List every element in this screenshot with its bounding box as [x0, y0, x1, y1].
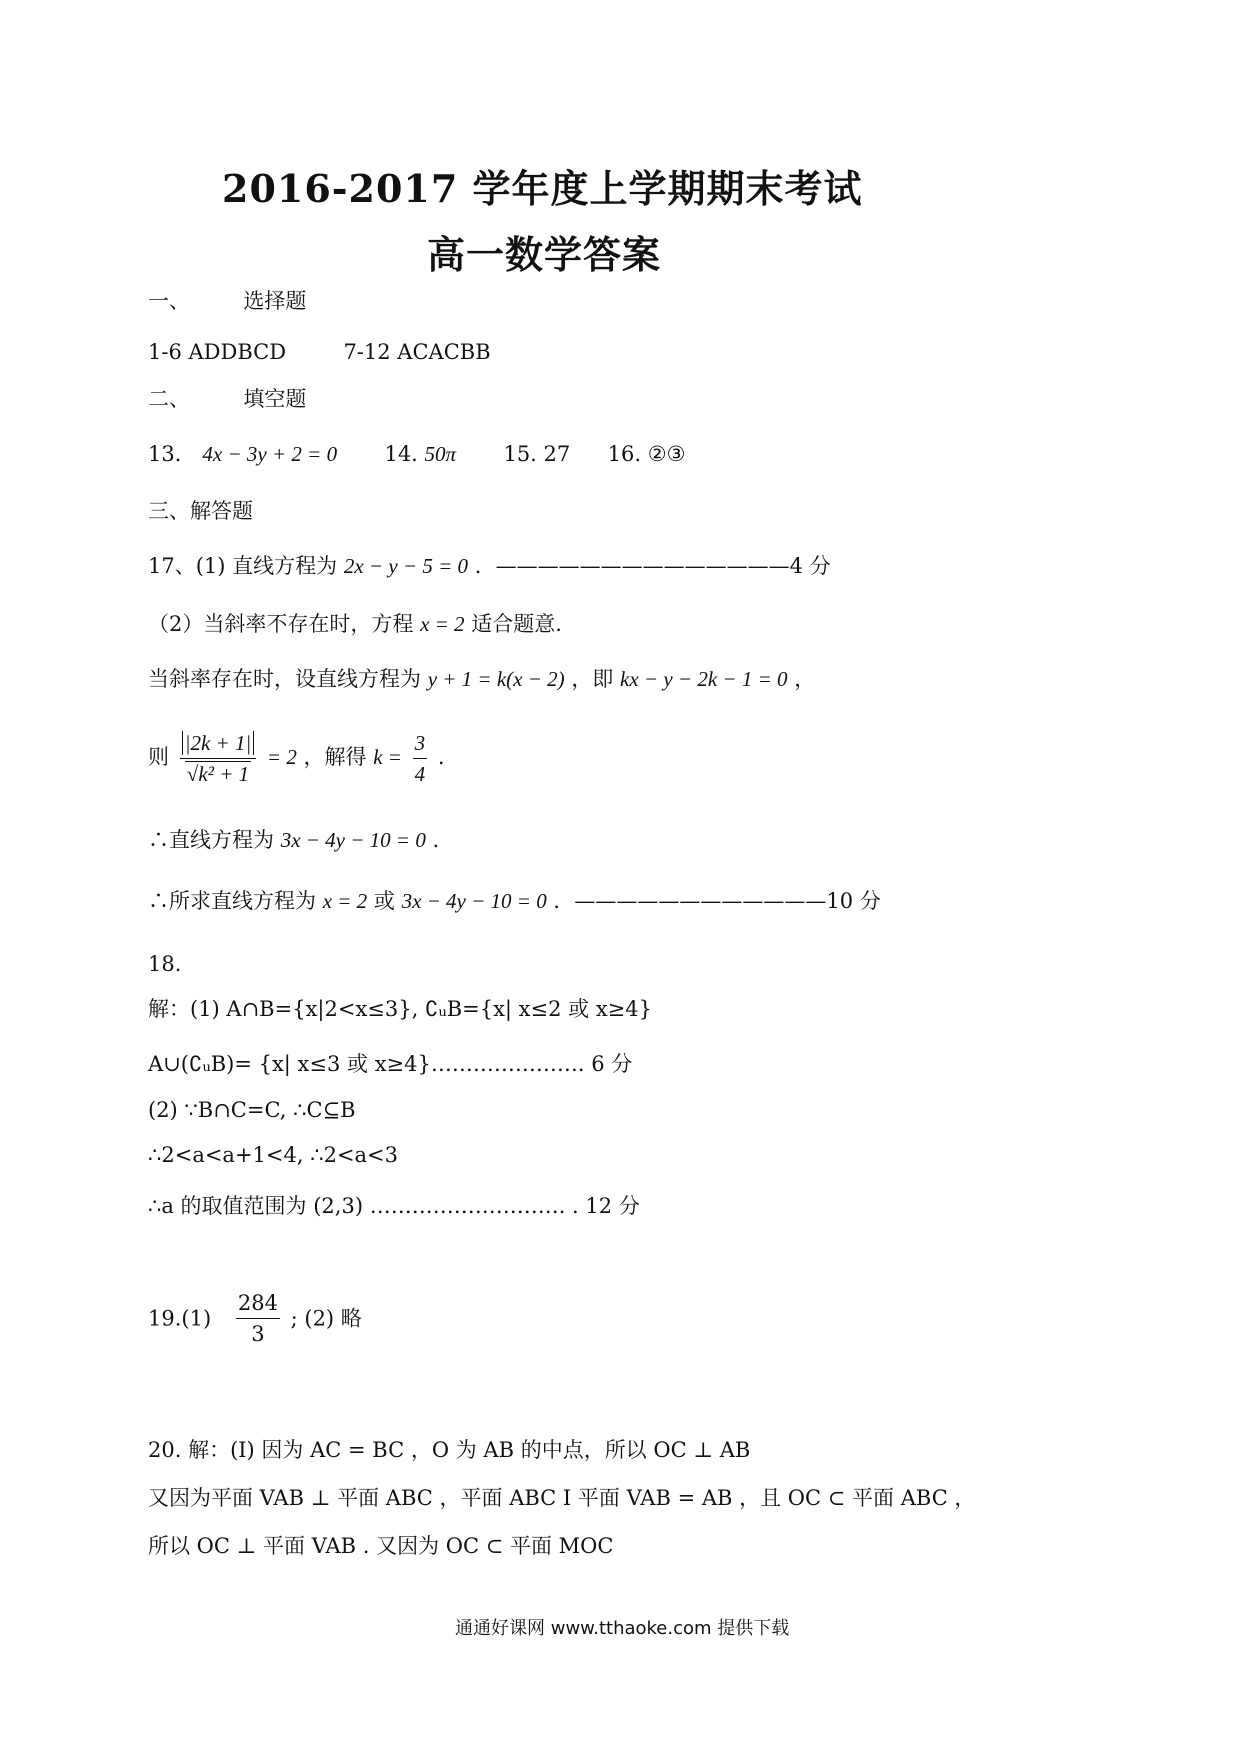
q17-text: . [432, 828, 440, 852]
q20-line2: 又因为平面 VAB ⊥ 平面 ABC ，平面 ABC Ι 平面 VAB = AB ，且 OC ⊂ 平面 ABC ， [148, 1486, 976, 1510]
fraction-numerator: 284 [236, 1288, 280, 1319]
q18-line1: 解：(1) A∩B={x|2<x≤3}, ∁ᵤB={x| x≤2 或 x≥4} [148, 997, 652, 1021]
q17-score-2: ．————————————10 分 [553, 889, 881, 913]
q17-text: （2）当斜率不存在时，方程 [148, 612, 414, 636]
fill-answers [148, 440, 685, 468]
q17-text: . [437, 745, 445, 769]
q17-equation: 3x − 4y − 10 = 0 [280, 828, 426, 852]
page-footer: 通通好课网 www.tthaoke.com 提供下载 [455, 1618, 790, 1639]
q13-number: 13． [148, 442, 196, 466]
fraction-denominator: 4 [414, 762, 426, 786]
q17-equation: kx − y − 2k − 1 = 0 [620, 667, 788, 691]
slope-fraction [413, 728, 428, 789]
q17-equation: x = 2 [420, 612, 465, 636]
section3-heading: 三、解答题 [148, 499, 253, 523]
section2-title: 填空题 [243, 387, 307, 411]
q17-equation: y + 1 = k(x − 2) [427, 667, 565, 691]
q17-line2 [148, 610, 562, 638]
q20-line1: 20. 解：(Ⅰ) 因为 AC = BC ，O 为 AB 的中点，所以 OC ⊥ AB [148, 1438, 751, 1462]
q17-line1 [148, 552, 831, 580]
q18-line4: ∴2<a<a+1<4, ∴2<a<3 [148, 1143, 399, 1167]
q18-line5: ∴a 的取值范围为 (2,3) ………………………. . 12 分 [148, 1194, 640, 1218]
q17-line5 [148, 826, 439, 854]
q19-line [148, 1288, 362, 1349]
fraction-numerator: 3 [413, 728, 428, 759]
q17-score-1: ．——————————————4 分 [474, 554, 831, 578]
q17-equation: k = [373, 745, 402, 769]
q14-answer: 50π [424, 442, 457, 466]
q17-equation: x = 2 [322, 889, 368, 913]
q15-number: 15. [503, 442, 537, 466]
fraction-numerator: |2k + 1| [182, 731, 255, 755]
q19-label: 19.(1) [148, 1306, 212, 1331]
q17-text: 当斜率存在时，设直线方程为 [148, 667, 421, 691]
q17-text: 或 [373, 889, 395, 913]
q18-line3: (2) ∵B∩C=C, ∴C⊆B [148, 1098, 356, 1122]
q15-answer: 27 [543, 442, 571, 466]
section2-number: 二、 [148, 387, 190, 411]
fraction-denominator: 3 [251, 1322, 265, 1346]
q17-text: ，解得 [303, 745, 367, 769]
q14-number: 14. [384, 442, 418, 466]
section1-heading [148, 287, 306, 315]
q17-line3 [148, 665, 815, 693]
q18-line2: A∪(∁ᵤB)= {x| x≤3 或 x≥4}…………………. 6 分 [148, 1052, 633, 1076]
choice-answers-7-12: 7-12 ACACBB [343, 340, 491, 364]
q17-text: ，即 [571, 667, 614, 691]
q19-text: ; (2) 略 [290, 1306, 362, 1331]
choice-answers [148, 338, 491, 366]
section1-number: 一、 [148, 289, 190, 313]
q19-fraction [236, 1288, 280, 1349]
q18-number: 18. [148, 952, 182, 976]
exam-subtitle: 高一数学答案 [427, 232, 662, 277]
fraction-denominator: √k² + 1 [186, 762, 250, 786]
distance-fraction [180, 728, 257, 789]
q17-text: 适合题意. [471, 612, 562, 636]
q17-equation: = 2 [266, 745, 297, 769]
q16-number: 16. [607, 442, 642, 466]
choice-answers-1-6: 1-6 ADDBCD [148, 340, 287, 364]
q17-text: ， [794, 667, 816, 691]
q17-text: ∴直线方程为 [148, 828, 274, 852]
q13-answer: 4x − 3y + 2 = 0 [202, 442, 338, 466]
q17-text: ∴所求直线方程为 [148, 889, 316, 913]
section2-heading [148, 385, 306, 413]
q17-label: 17、(1) 直线方程为 [148, 554, 338, 578]
q17-line6 [148, 887, 881, 915]
q17-line4 [148, 728, 445, 789]
q17-text: 则 [148, 745, 169, 769]
exam-title: 2016-2017 学年度上学期期末考试 [222, 166, 863, 211]
q17-equation: 3x − 4y − 10 = 0 [401, 889, 547, 913]
section1-title: 选择题 [243, 289, 307, 313]
q20-line3: 所以 OC ⊥ 平面 VAB . 又因为 OC ⊂ 平面 MOC [148, 1534, 614, 1558]
q17-equation-1: 2x − y − 5 = 0 [343, 554, 468, 578]
q16-answer: ②③ [647, 442, 686, 466]
